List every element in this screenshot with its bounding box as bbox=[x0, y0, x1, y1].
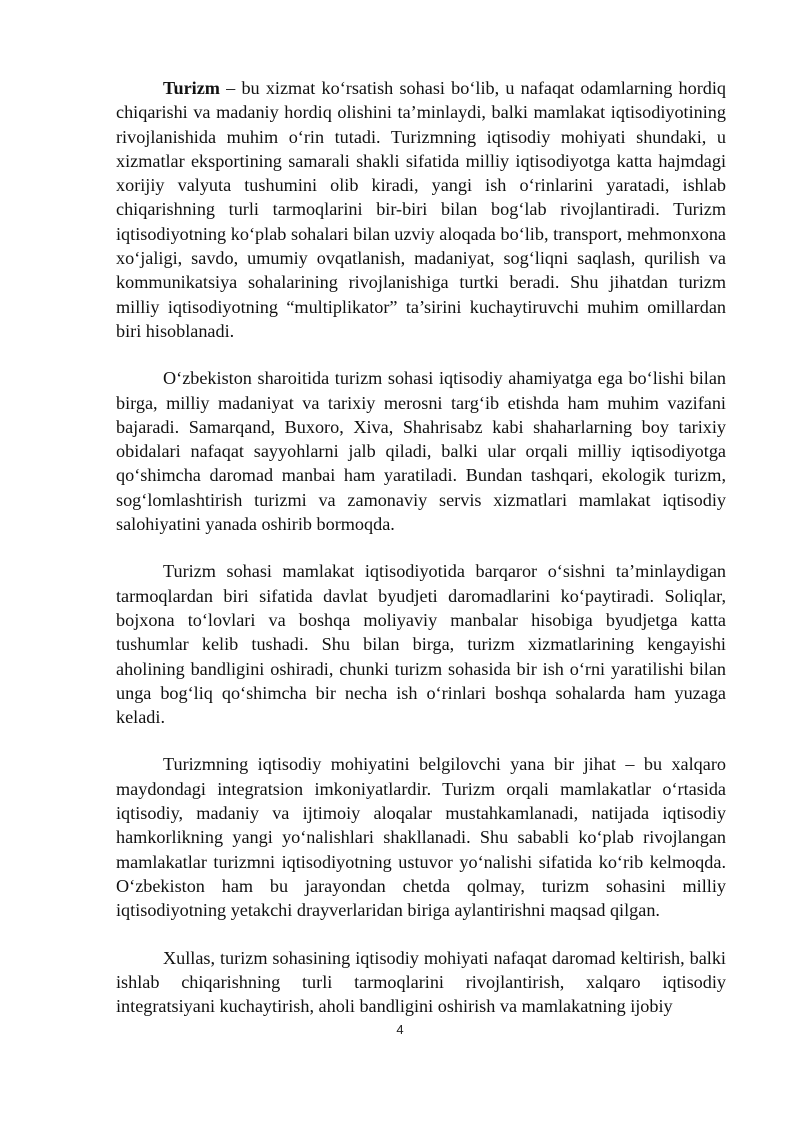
paragraph-budget-employment bbox=[116, 559, 726, 729]
paragraph-integration bbox=[116, 752, 726, 922]
paragraph-text: O‘zbekiston sharoitida turizm sohasi iqtisodiy ahamiyatga ega bo‘lishi bilan birga, milliy madaniyat va tarixiy merosni targ‘ib etishda ham muhim vazifani bajaradi. Samarqand, Buxoro, Xiva, Shahrisabz kabi shaharlarning boy tarixiy obidalari nafaqat sayyohlarni jalb qiladi, balki ular orqali milliy iqtisodiyotga qo‘shimcha daromad manbai ham yaratiladi. Bundan tashqari, ekologik turizm, sog‘lomlashtirish turizmi va zamonaviy servis xizmatlari mamlakat iqtisodiy salohiyatini yanada oshirib bormoqda. bbox=[116, 368, 726, 535]
paragraph-text: Turizmning iqtisodiy mohiyatini belgilovchi yana bir jihat – bu xalqaro maydondagi integratsion imkoniyatlardir. Turizm orqali mamlakatlar o‘rtasida iqtisodiy, madaniy va ijtimoiy aloqalar mustahkamlanadi, natijada iqtisodiy hamkorlikning yangi yo‘nalishlari shakllanadi. Shu sababli ko‘plab rivojlangan mamlakatlar turizmni iqtisodiyotning ustuvor yo‘nalishi sifatida ko‘rib kelmoqda. O‘zbekiston ham bu jarayondan chetda qolmay, turizm sohasini milliy iqtisodiyotning yetakchi drayverlaridan biriga aylantirishni maqsad qilgan. bbox=[116, 754, 726, 921]
paragraph-text: – bu xizmat ko‘rsatish sohasi bo‘lib, u nafaqat odamlarning hordiq chiqarishi va madaniy hordiq olishini ta’minlaydi, balki mamlakat iqtisodiyotining rivojlanishida muhim o‘rin tutadi. Turizmning iqtisodiy mohiyati shundaki, u xizmatlar eksportining samarali shakli sifatida milliy iqtisodiyotga katta hajmdagi xorijiy valyuta tushumini olib kiradi, yangi ish o‘rinlarini yaratadi, ishlab chiqarishning turli tarmoqlarini bir-biri bilan bog‘lab rivojlantiradi. Turizm iqtisodiyotning ko‘plab sohalari bilan uzviy aloqada bo‘lib, transport, mehmonxona xo‘jaligi, savdo, umumiy ovqatlanish, madaniyat, sog‘liqni saqlash, qurilish va kommunikatsiya sohalarining rivojlanishiga turtki beradi. Shu jihatdan turizm milliy iqtisodiyotning “multiplikator” ta’sirini kuchaytiruvchi muhim omillardan biri hisoblanadi. bbox=[116, 78, 726, 341]
document-page bbox=[116, 76, 726, 1041]
paragraph-conclusion bbox=[116, 946, 726, 1019]
paragraph-turizm-definition bbox=[116, 76, 726, 343]
paragraph-text: Xullas, turizm sohasining iqtisodiy mohiyati nafaqat daromad keltirish, balki ishlab chiqarishning turli tarmoqlarini rivojlantirish, xalqaro iqtisodiy integratsiyani kuchaytirish, aholi bandligini oshirish va mamlakatning ijobiy bbox=[116, 947, 726, 1017]
term-turizm-bold: Turizm bbox=[163, 78, 220, 98]
paragraph-uzbekistan-context bbox=[116, 366, 726, 536]
page-number: 4 bbox=[396, 1022, 404, 1037]
paragraph-text: Turizm sohasi mamlakat iqtisodiyotida barqaror o‘sishni ta’minlaydigan tarmoqlardan biri sifatida davlat byudjeti daromadlarini ko‘paytiradi. Soliqlar, bojxona to‘lovlari va boshqa moliyaviy manbalar hisobiga byudjetga katta tushumlar kelib tushadi. Shu bilan birga, turizm xizmatlarining kengayishi aholining bandligini oshiradi, chunki turizm sohasida bir ish o‘rni yaratilishi bilan unga bog‘liq qo‘shimcha bir necha ish o‘rinlari boshqa sohalarda ham yuzaga keladi. bbox=[116, 561, 726, 728]
